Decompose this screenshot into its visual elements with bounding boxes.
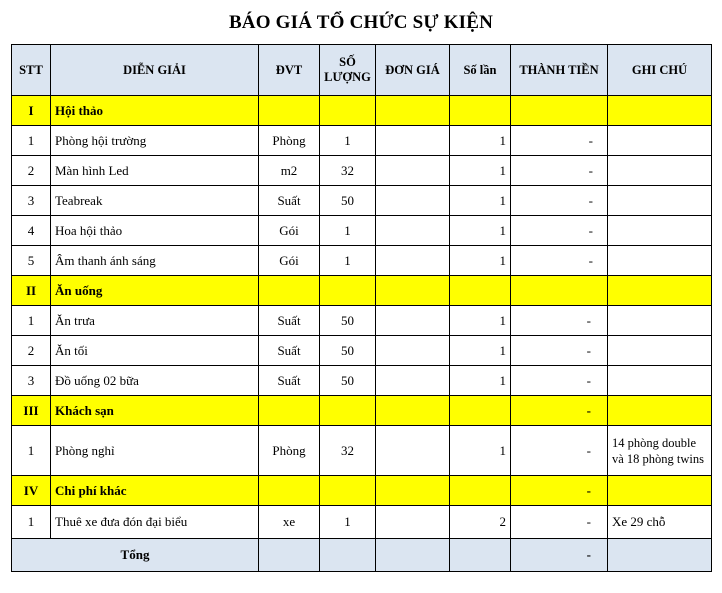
- cell-so-luong: 50: [320, 366, 376, 396]
- header-thanh-tien: THÀNH TIỀN: [511, 45, 608, 96]
- cell-so-luong: 50: [320, 306, 376, 336]
- cell-so-lan: 1: [450, 426, 511, 476]
- cell-thanh-tien: -: [511, 186, 608, 216]
- section-thanh-tien: [511, 96, 608, 126]
- cell-so-lan: 2: [450, 506, 511, 539]
- cell-ghi-chu: [608, 366, 712, 396]
- cell-so-lan: 1: [450, 366, 511, 396]
- total-label: Tổng: [12, 539, 259, 572]
- cell-don-gia: [376, 186, 450, 216]
- cell-name: Teabreak: [51, 186, 259, 216]
- header-ghi-chu: GHI CHÚ: [608, 45, 712, 96]
- table-row: [12, 306, 712, 336]
- cell-thanh-tien: -: [511, 366, 608, 396]
- cell-ghi-chu: [608, 306, 712, 336]
- cell-stt: 3: [12, 186, 51, 216]
- total-row: [12, 539, 712, 572]
- cell-dvt: Phòng: [259, 126, 320, 156]
- cell-so-luong: 50: [320, 336, 376, 366]
- section-name: Khách sạn: [51, 396, 259, 426]
- cell-dvt: Suất: [259, 366, 320, 396]
- cell-name: Thuê xe đưa đón đại biểu: [51, 506, 259, 539]
- cell-so-luong: 1: [320, 506, 376, 539]
- cell-so-lan: 1: [450, 216, 511, 246]
- cell-thanh-tien: -: [511, 246, 608, 276]
- cell-thanh-tien: -: [511, 156, 608, 186]
- cell-ghi-chu: [608, 126, 712, 156]
- cell-stt: 2: [12, 336, 51, 366]
- document-title: BÁO GIÁ TỔ CHỨC SỰ KIỆN: [228, 12, 494, 33]
- table-row: [12, 126, 712, 156]
- table-row: [12, 186, 712, 216]
- header-row: [12, 45, 712, 96]
- cell-don-gia: [376, 216, 450, 246]
- section-thanh-tien: -: [511, 476, 608, 506]
- cell-don-gia: [376, 426, 450, 476]
- cell-so-lan: 1: [450, 156, 511, 186]
- cell-dvt: Gói: [259, 246, 320, 276]
- cell-ghi-chu: [608, 246, 712, 276]
- section-name: Ăn uống: [51, 276, 259, 306]
- section-name: Chi phí khác: [51, 476, 259, 506]
- cell-so-lan: 1: [450, 126, 511, 156]
- cell-thanh-tien: -: [511, 336, 608, 366]
- cell-don-gia: [376, 246, 450, 276]
- header-stt: STT: [12, 45, 51, 96]
- section-row: [12, 96, 712, 126]
- header-dvt: ĐVT: [259, 45, 320, 96]
- cell-ghi-chu: [608, 216, 712, 246]
- cell-so-lan: 1: [450, 336, 511, 366]
- section-stt: IV: [12, 476, 51, 506]
- cell-don-gia: [376, 336, 450, 366]
- header-so-lan: Số lần: [450, 45, 511, 96]
- cell-stt: 4: [12, 216, 51, 246]
- quote-table: [11, 44, 712, 572]
- total-thanh-tien: -: [511, 539, 608, 572]
- cell-dvt: Suất: [259, 186, 320, 216]
- cell-thanh-tien: -: [511, 506, 608, 539]
- cell-thanh-tien: -: [511, 426, 608, 476]
- cell-name: Phòng hội trường: [51, 126, 259, 156]
- cell-name: Âm thanh ánh sáng: [51, 246, 259, 276]
- section-name: Hội thảo: [51, 96, 259, 126]
- header-don-gia: ĐƠN GIÁ: [376, 45, 450, 96]
- cell-thanh-tien: -: [511, 126, 608, 156]
- section-stt: II: [12, 276, 51, 306]
- cell-so-luong: 32: [320, 426, 376, 476]
- header-dien-giai: DIỄN GIẢI: [51, 45, 259, 96]
- section-stt: I: [12, 96, 51, 126]
- table-row: [12, 506, 712, 539]
- table-row: [12, 366, 712, 396]
- cell-dvt: m2: [259, 156, 320, 186]
- cell-name: Hoa hội thảo: [51, 216, 259, 246]
- cell-stt: 1: [12, 506, 51, 539]
- cell-stt: 5: [12, 246, 51, 276]
- cell-don-gia: [376, 126, 450, 156]
- header-so-luong: SỐ LƯỢNG: [320, 45, 376, 96]
- cell-dvt: Phòng: [259, 426, 320, 476]
- cell-so-luong: 1: [320, 126, 376, 156]
- cell-name: Ăn trưa: [51, 306, 259, 336]
- cell-thanh-tien: -: [511, 306, 608, 336]
- cell-so-luong: 32: [320, 156, 376, 186]
- cell-dvt: Suất: [259, 336, 320, 366]
- cell-don-gia: [376, 306, 450, 336]
- cell-stt: 3: [12, 366, 51, 396]
- cell-so-lan: 1: [450, 246, 511, 276]
- cell-name: Phòng nghỉ: [51, 426, 259, 476]
- cell-so-luong: 1: [320, 216, 376, 246]
- cell-stt: 1: [12, 426, 51, 476]
- section-stt: III: [12, 396, 51, 426]
- section-row: [12, 476, 712, 506]
- cell-ghi-chu: [608, 336, 712, 366]
- cell-don-gia: [376, 366, 450, 396]
- cell-ghi-chu: Xe 29 chỗ: [608, 506, 712, 539]
- cell-dvt: Gói: [259, 216, 320, 246]
- cell-dvt: Suất: [259, 306, 320, 336]
- cell-so-luong: 50: [320, 186, 376, 216]
- cell-ghi-chu: [608, 186, 712, 216]
- cell-ghi-chu: 14 phòng double và 18 phòng twins: [608, 426, 712, 476]
- cell-stt: 1: [12, 126, 51, 156]
- table-row: [12, 216, 712, 246]
- cell-stt: 2: [12, 156, 51, 186]
- cell-so-luong: 1: [320, 246, 376, 276]
- cell-name: Màn hình Led: [51, 156, 259, 186]
- cell-don-gia: [376, 506, 450, 539]
- cell-dvt: xe: [259, 506, 320, 539]
- cell-so-lan: 1: [450, 306, 511, 336]
- section-thanh-tien: [511, 276, 608, 306]
- table-row: [12, 336, 712, 366]
- section-row: [12, 396, 712, 426]
- cell-so-lan: 1: [450, 186, 511, 216]
- cell-name: Đồ uống 02 bữa: [51, 366, 259, 396]
- cell-thanh-tien: -: [511, 216, 608, 246]
- section-thanh-tien: -: [511, 396, 608, 426]
- section-row: [12, 276, 712, 306]
- table-row: [12, 156, 712, 186]
- cell-stt: 1: [12, 306, 51, 336]
- table-row: [12, 246, 712, 276]
- cell-name: Ăn tối: [51, 336, 259, 366]
- cell-don-gia: [376, 156, 450, 186]
- cell-ghi-chu: [608, 156, 712, 186]
- table-row: [12, 426, 712, 476]
